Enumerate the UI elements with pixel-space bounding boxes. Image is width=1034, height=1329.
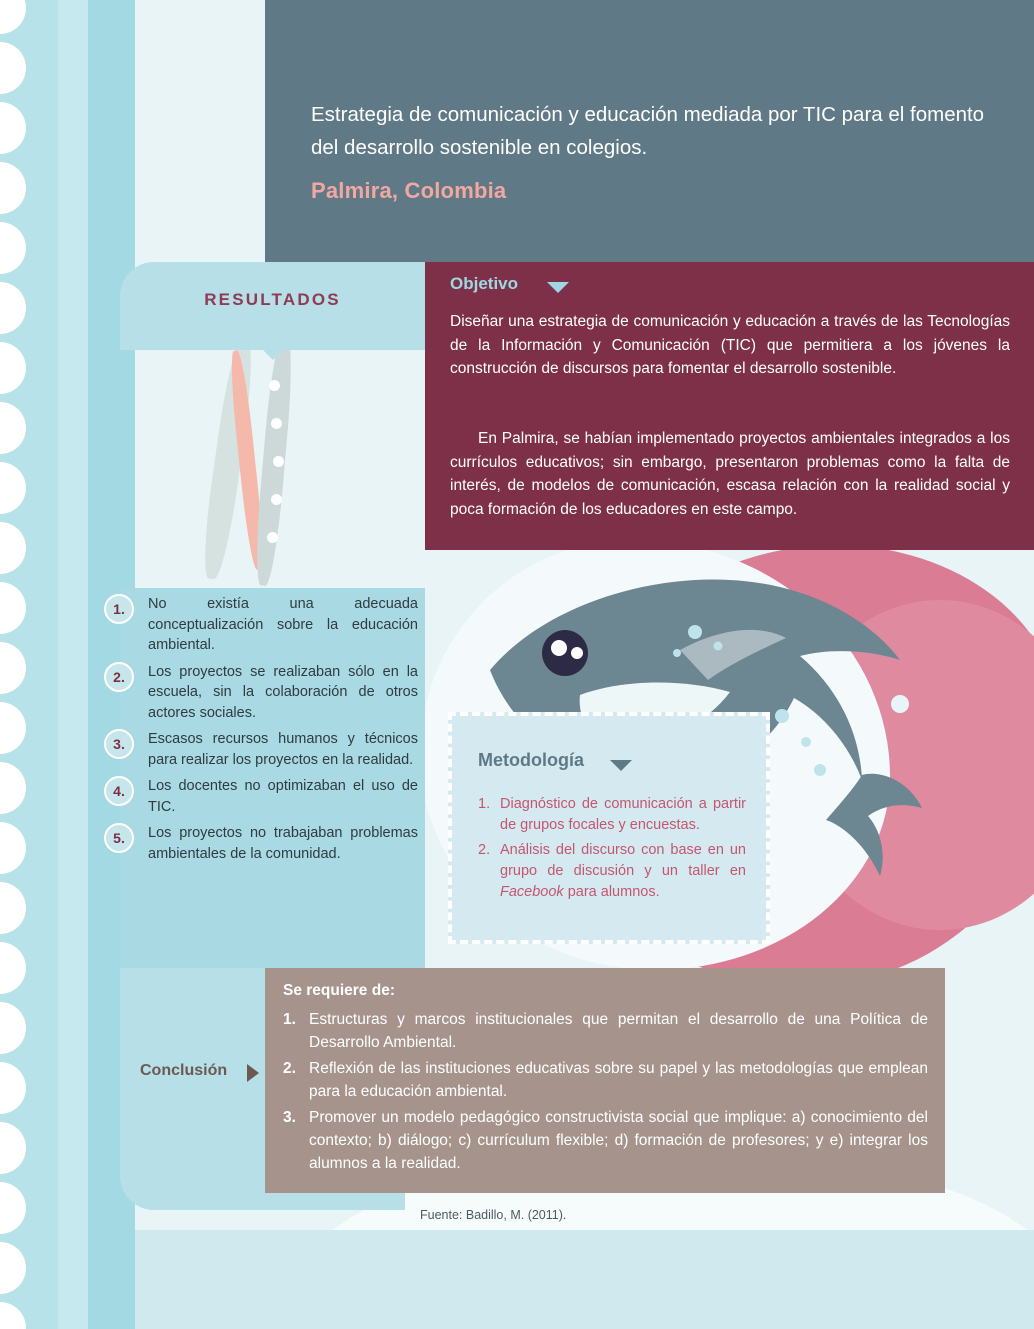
resultados-header xyxy=(120,262,425,350)
objetivo-panel xyxy=(425,262,1034,550)
decorative-teal-band xyxy=(120,1230,1034,1329)
list-text: Promover un modelo pedagógico constructivista social que implique: a) conocimiento del contexto; b) diálogo; c) currículum flexible; d) formación de profesores; y e) integrar los alumnos a la realidad. xyxy=(309,1109,928,1172)
page-title: Estrategia de comunicación y educación mediada por TIC para el fomento del desarrollo sostenible en colegios. xyxy=(311,103,985,159)
chevron-right-icon xyxy=(247,1064,259,1082)
list-number: 3. xyxy=(104,729,138,757)
header-banner xyxy=(265,0,1034,262)
list-text: Los docentes no optimizaban el uso de TIC. xyxy=(148,778,418,815)
list-number: 3. xyxy=(283,1109,296,1126)
source-note: Fuente: Badillo, M. (2011). xyxy=(420,1208,567,1222)
metodologia-label: Metodología xyxy=(478,750,584,770)
list-text: Diagnóstico de comunicación a partir de grupos focales y encuestas. xyxy=(500,796,746,833)
chevron-down-icon xyxy=(261,348,285,360)
seaweed-decoration xyxy=(205,340,345,600)
list-number: 4. xyxy=(104,776,138,804)
conclusion-panel xyxy=(265,968,945,1193)
list-number: 1. xyxy=(104,594,138,622)
list-item xyxy=(113,776,430,817)
list-item xyxy=(283,1008,928,1054)
list-number: 1. xyxy=(283,1011,296,1028)
list-number: 2. xyxy=(478,842,491,858)
list-text: Reflexión de las instituciones educativas sobre su papel y las metodologías que emplean para la educación ambiental. xyxy=(309,1060,928,1100)
objetivo-paragraph-1: Diseñar una estrategia de comunicación y educación a través de las Tecnologías de la Información y Comunicación (TIC) que permitiera a los jóvenes la construcción de discursos para fomentar el desarrollo sostenible. xyxy=(450,313,1010,377)
list-item xyxy=(478,794,746,836)
chevron-down-icon xyxy=(610,760,632,771)
objetivo-label: Objetivo xyxy=(450,274,519,293)
list-text xyxy=(500,840,746,903)
list-item xyxy=(478,840,746,903)
list-item xyxy=(113,594,430,656)
list-item xyxy=(113,823,430,864)
metodologia-item2-lead: Análisis del discurso con base en un grupo de discusión y un taller en xyxy=(500,842,746,879)
conclusion-intro: Se requiere de: xyxy=(283,982,395,999)
metodologia-item2-emphasis: Facebook xyxy=(500,884,564,900)
objetivo-paragraph-2: En Palmira, se habían implementado proyectos ambientales integrados a los currículos educativos; sin embargo, presentaron problemas como la falta de interés, de modelos de comunicación, escasa relación con la realidad social y poca formación de los educadores en este campo. xyxy=(450,430,1010,518)
list-number: 1. xyxy=(478,796,491,812)
resultados-list xyxy=(113,594,430,870)
list-item xyxy=(113,662,430,724)
list-item xyxy=(283,1057,928,1103)
metodologia-item2-tail: para alumnos. xyxy=(563,884,660,900)
list-number: 2. xyxy=(283,1060,296,1077)
resultados-label: RESULTADOS xyxy=(204,290,341,309)
list-number: 2. xyxy=(104,662,138,690)
list-number: 5. xyxy=(104,823,138,851)
list-text: Los proyectos se realizaban sólo en la escuela, sin la colaboración de otros actores sociales. xyxy=(148,663,418,721)
list-text: No existía una adecuada conceptualización sobre la educación ambiental. xyxy=(148,596,418,653)
list-text: Escasos recursos humanos y técnicos para realizar los proyectos en la realidad. xyxy=(148,731,418,768)
chevron-down-icon xyxy=(547,282,569,293)
conclusion-label: Conclusión xyxy=(140,1062,228,1079)
list-item xyxy=(283,1106,928,1175)
list-item xyxy=(113,729,430,770)
list-text: Los proyectos no trabajaban problemas ambientales de la comunidad. xyxy=(148,825,418,862)
list-text: Estructuras y marcos institucionales que permitan el desarrollo de una Política de Desarrollo Ambiental. xyxy=(309,1011,928,1051)
header-city: Palmira, Colombia xyxy=(311,178,507,203)
conclusion-list xyxy=(283,1008,928,1178)
metodologia-panel xyxy=(448,712,770,944)
